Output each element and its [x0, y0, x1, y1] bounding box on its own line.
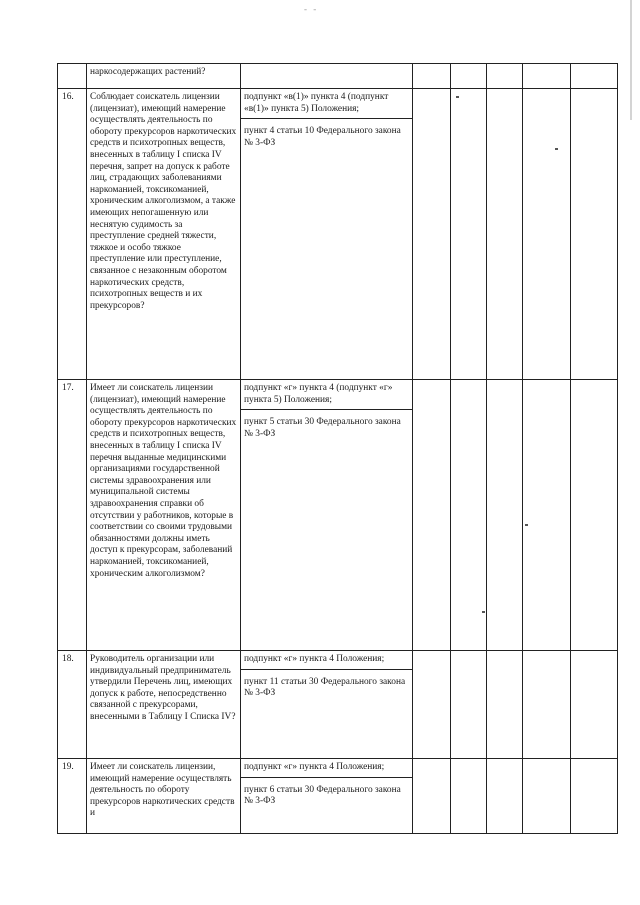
reference-regulation: подпункт «в(1)» пункта 4 (подпункт «в(1)» пункта 5) Положения;: [241, 89, 412, 119]
table-row: [58, 759, 618, 834]
answer-extra-cell: [523, 380, 571, 651]
row-number: 16.: [58, 89, 87, 380]
reference-law: пункт 5 статьи 30 Федерального закона № 3-ФЗ: [244, 417, 401, 439]
answer-na-cell: [487, 759, 523, 834]
answer-no-cell: [451, 651, 487, 759]
answer-extra-cell: [523, 64, 571, 89]
answer-yes-cell: [413, 89, 451, 380]
scan-speck: [482, 611, 485, 613]
answer-no-cell: [451, 64, 487, 89]
table-row: [58, 64, 618, 89]
scan-speck: [456, 96, 459, 98]
answer-no-cell: [451, 759, 487, 834]
answer-no-cell: [451, 380, 487, 651]
answer-no-cell: [451, 89, 487, 380]
reference-regulation: подпункт «г» пункта 4 Положения;: [241, 759, 412, 778]
question-text: Соблюдает соискатель лицензии (лицензиат), имеющий намерение осуществлять деятельность по обороту прекурсоров наркотических средств и психотропных веществ, внесенных в таблицу I списка IV перечня, запрет на допуск к работе лиц, страдающих заболеваниями наркоманией, токсикоманией, хроническим алкоголизмом, а также имеющих непогашенную или неснятую судимость за преступление средней тяжести, тяжкое и особо тяжкое преступление или преступление, связанное с незаконным оборотом наркотических средств, психотропных веществ и их прекурсоров?: [87, 89, 241, 380]
notes-cell: [571, 759, 618, 834]
notes-cell: [571, 89, 618, 380]
answer-extra-cell: [523, 759, 571, 834]
answer-na-cell: [487, 89, 523, 380]
question-text: Руководитель организации или индивидуальный предприниматель утвердили Перечень лиц, имеющих допуск к работе, непосредственно связанной с прекурсорами, внесенными в Таблицу I Списка IV?: [87, 651, 241, 759]
notes-cell: [571, 651, 618, 759]
checklist-table: [57, 63, 618, 834]
answer-yes-cell: [413, 759, 451, 834]
row-number: 17.: [58, 380, 87, 651]
scan-edge: [630, 0, 632, 120]
notes-cell: [571, 380, 618, 651]
reference-cell: [241, 64, 413, 89]
reference-cell: [241, 759, 413, 834]
reference-law: пункт 4 статьи 10 Федерального закона № 3-ФЗ: [244, 126, 401, 148]
page-mark: - -: [304, 4, 319, 14]
notes-cell: [571, 64, 618, 89]
reference-cell: [241, 380, 413, 651]
scan-speck: [525, 524, 528, 526]
row-number: 18.: [58, 651, 87, 759]
answer-na-cell: [487, 380, 523, 651]
reference-law: пункт 6 статьи 30 Федерального закона № 3-ФЗ: [244, 784, 401, 807]
answer-yes-cell: [413, 380, 451, 651]
answer-na-cell: [487, 64, 523, 89]
row-number: [58, 64, 87, 89]
reference-text: [241, 64, 412, 70]
answer-extra-cell: [523, 89, 571, 380]
question-text: Имеет ли соискатель лицензии (лицензиат), имеющий намерение осуществлять деятельность по обороту прекурсоров наркотических средств и психотропных веществ, внесенных в таблицу I списка IV перечня выданные медицинскими организациями государственной системы здравоохранения или муниципальной системы здравоохранения справки об отсутствии у работников, которые в соответствии со своими трудовыми обязанностями должны иметь доступ к прекурсорам, заболеваний наркоманией, токсикоманией, хроническим алкоголизмом?: [87, 380, 241, 651]
table-row: [58, 380, 618, 651]
reference-cell: [241, 651, 413, 759]
answer-na-cell: [487, 651, 523, 759]
reference-cell: [241, 89, 413, 380]
question-text: наркосодержащих растений?: [87, 64, 241, 89]
scan-speck: [555, 148, 558, 150]
row-number: 19.: [58, 759, 87, 834]
table-row: [58, 651, 618, 759]
question-text: Имеет ли соискатель лицензии, имеющий намерение осуществлять деятельность по обороту прекурсоров наркотических средств и: [87, 759, 241, 834]
answer-yes-cell: [413, 651, 451, 759]
reference-regulation: подпункт «г» пункта 4 (подпункт «г» пункта 5) Положения;: [241, 380, 412, 410]
table-row: [58, 89, 618, 380]
reference-regulation: подпункт «г» пункта 4 Положения;: [241, 651, 412, 670]
reference-law: пункт 11 статьи 30 Федерального закона № 3-ФЗ: [244, 676, 406, 699]
answer-extra-cell: [523, 651, 571, 759]
answer-yes-cell: [413, 64, 451, 89]
